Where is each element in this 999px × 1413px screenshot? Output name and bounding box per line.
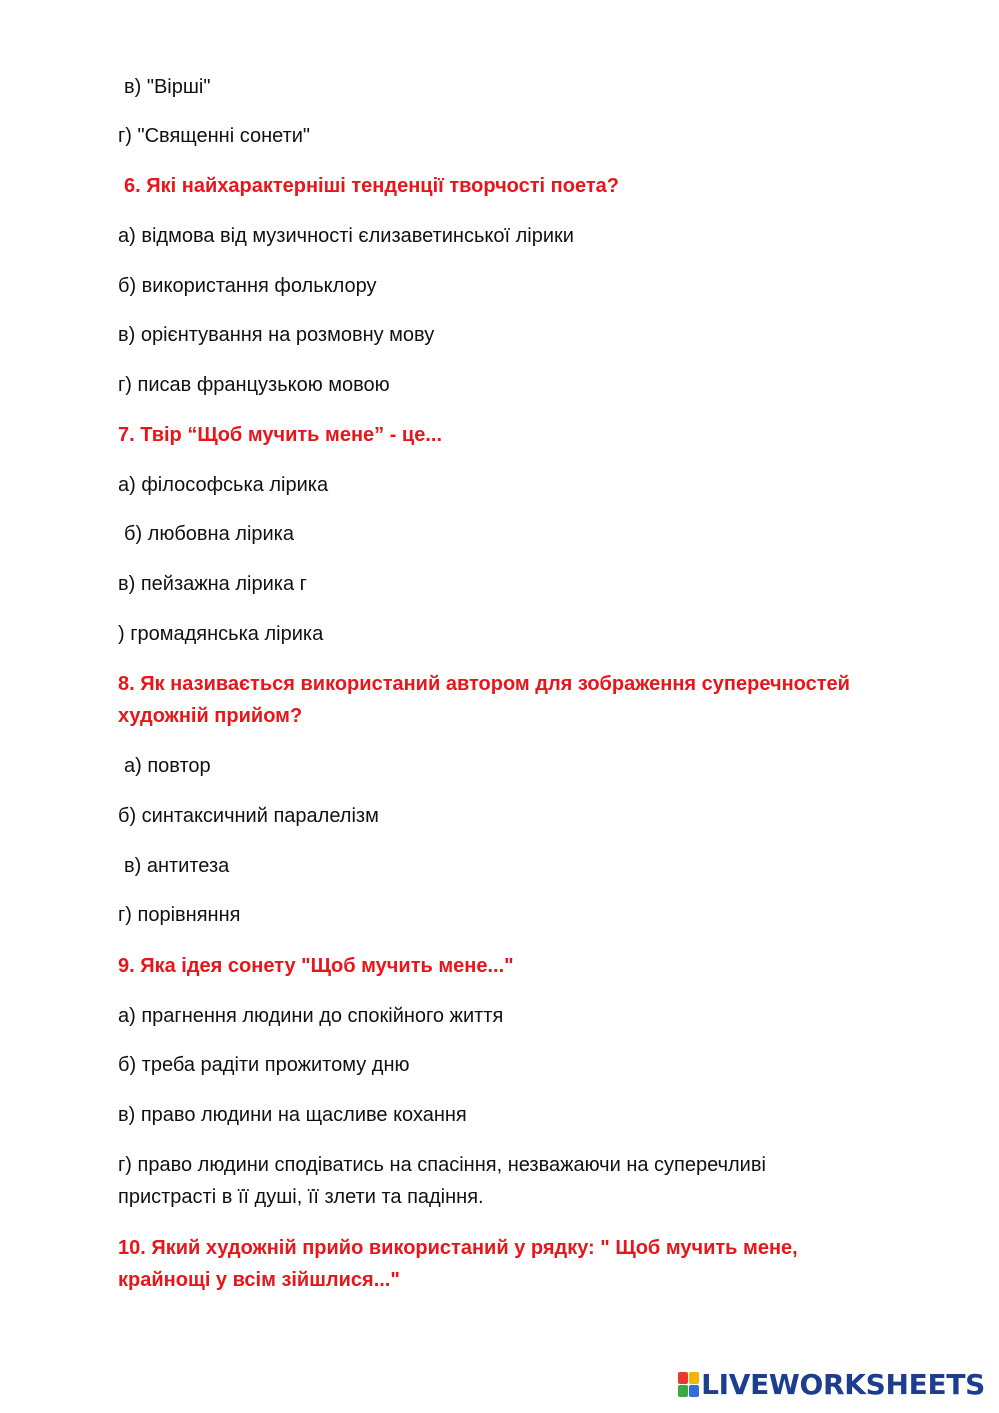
answer-option: а) повтор	[124, 755, 211, 777]
answer-option: в) орієнтування на розмовну мову	[118, 324, 435, 346]
logo-text: LIVEWORKSHEETS	[701, 1367, 985, 1401]
answer-option: б) любовна лірика	[124, 523, 294, 545]
answer-option: в) право людини на щасливе кохання	[118, 1104, 467, 1126]
question-10-continued: крайнощі у всім зійшлися..."	[118, 1269, 400, 1291]
answer-option: в) пейзажна лірика г	[118, 573, 307, 595]
answer-option: б) треба радіти прожитому дню	[118, 1054, 410, 1076]
question-8: 8. Як називається використаний автором для зображення суперечностей	[118, 673, 850, 695]
answer-option: г) порівняння	[118, 904, 241, 926]
question-7: 7. Твір “Щоб мучить мене” - це...	[118, 424, 443, 446]
liveworksheets-logo	[678, 1367, 985, 1401]
answer-option: б) використання фольклору	[118, 275, 377, 297]
answer-option: а) прагнення людини до спокійного життя	[118, 1005, 504, 1027]
answer-option: в) "Вірші"	[124, 76, 211, 98]
question-9: 9. Яка ідея сонету "Щоб мучить мене..."	[118, 955, 514, 977]
answer-option: б) синтаксичний паралелізм	[118, 805, 379, 827]
answer-option-continued: пристрасті в її душі, її злети та падіння.	[118, 1186, 484, 1208]
answer-option: ) громадянська лірика	[118, 623, 324, 645]
liveworksheets-logo-icon	[678, 1372, 698, 1396]
question-6: 6. Які найхарактерніші тенденції творчості поета?	[124, 175, 619, 197]
answer-option: г) писав французькою мовою	[118, 374, 390, 396]
answer-option: а) філософська лірика	[118, 474, 329, 496]
question-8-continued: художній прийом?	[118, 705, 303, 727]
question-10: 10. Який художній прийо використаний у рядку: " Щоб мучить мене,	[118, 1237, 798, 1259]
answer-option: в) антитеза	[124, 855, 230, 877]
answer-option: г) право людини сподіватись на спасіння, незважаючи на суперечливі	[118, 1154, 766, 1176]
answer-option: г) "Священні сонети"	[118, 125, 311, 147]
answer-option: а) відмова від музичності єлизаветинської лірики	[118, 225, 574, 247]
